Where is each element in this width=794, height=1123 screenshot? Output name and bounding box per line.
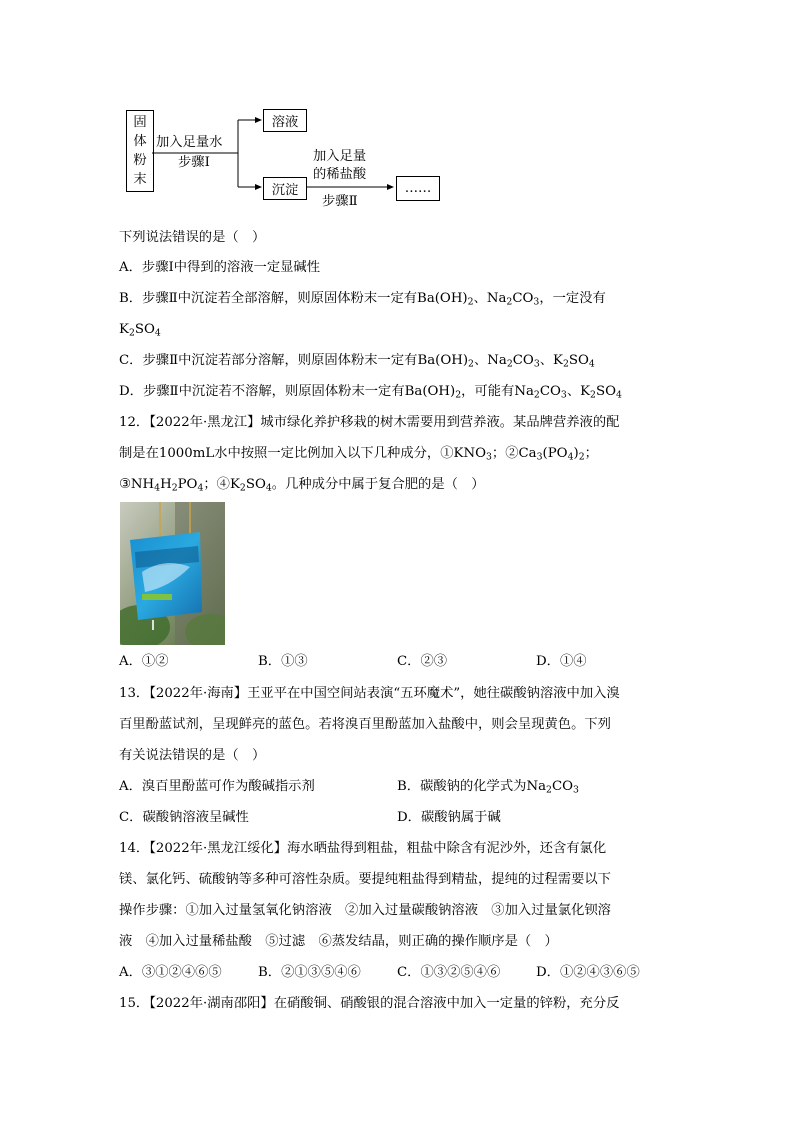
step2-condition-1: 加入足量 xyxy=(313,149,367,164)
q13-line-1: 13．【2022年·海南】王亚平在中国空间站表演“五环魔术”，她往碳酸钠溶液中加入溴 xyxy=(119,686,620,701)
q14-option-c: C．①③②⑤④⑥ xyxy=(397,965,501,980)
solution-box xyxy=(263,109,307,132)
q12-option-c: C．②③ xyxy=(397,654,448,669)
q11-option-a: A．步骤Ⅰ中得到的溶液一定显碱性 xyxy=(119,260,321,275)
q11-option-b: B．步骤Ⅱ中沉淀若全部溶解，则原固体粉末一定有$Ba(OH)_2$、$Na_2CO_3$，一定没有 xyxy=(119,291,606,308)
q14-option-a: A．③①②④⑥⑤ xyxy=(119,965,222,980)
q12-option-a: A．①② xyxy=(119,654,169,669)
q13-option-b: B．碳酸钠的化学式为$Na_2CO_3$ xyxy=(397,779,579,796)
solid-char: 体 xyxy=(133,134,147,149)
q13-option-a: A．溴百里酚蓝可作为酸碱指示剂 xyxy=(119,779,315,794)
q11-option-c: C．步骤Ⅱ中沉淀若部分溶解，则原固体粉末一定有$Ba(OH)_2$、$Na_2CO_3$、$K_2SO_4$ xyxy=(119,353,595,370)
q11-option-b-cont: $K_2SO_4$ xyxy=(119,322,161,339)
q14-line-4: 液 ④加入过量稀盐酸 ⑤过滤 ⑥蒸发结晶，则正确的操作顺序是（ ） xyxy=(119,934,558,949)
q12-line-1: 12．【2022年·黑龙江】城市绿化养护移栽的树木需要用到营养液。某品牌营养液的配 xyxy=(119,415,620,430)
q14-option-d: D．①②④③⑥⑤ xyxy=(536,965,640,980)
q11-option-d: D．步骤Ⅱ中沉淀若不溶解，则原固体粉末一定有$Ba(OH)_2$，可能有$Na_2CO_3$、$K_2SO_4$ xyxy=(119,384,622,401)
q12-line-2: 制是在1000mL水中按照一定比例加入以下几种成分，$①KNO_3$；$②Ca_3(PO_4)_2$； xyxy=(119,446,598,463)
result-label: …… xyxy=(404,181,432,196)
q14-option-b: B．②①③⑤④⑥ xyxy=(258,965,361,980)
q12-option-d: D．①④ xyxy=(536,654,587,669)
q14-line-1: 14．【2022年·黑龙江绥化】海水晒盐得到粗盐，粗盐中除含有泥沙外，还含有氯化 xyxy=(119,841,607,856)
step1-condition: 加入足量水 xyxy=(156,135,223,150)
solution-label: 溶液 xyxy=(271,115,299,130)
solid-char: 固 xyxy=(133,115,147,130)
q15-line-1: 15．【2022年·湖南邵阳】在硝酸铜、硝酸银的混合溶液中加入一定量的锌粉，充分反 xyxy=(119,996,620,1011)
q13-option-d: D．碳酸钠属于碱 xyxy=(397,810,501,825)
nutrient-bag-photo xyxy=(120,502,225,645)
step2-label: 步骤Ⅱ xyxy=(322,194,358,209)
q12-line-3: $③NH_4H_2PO_4$；$④K_2SO_4$。几种成分中属于复合肥的是（ ） xyxy=(119,477,485,494)
step1-label: 步骤Ⅰ xyxy=(178,155,210,170)
solid-char: 末 xyxy=(133,172,147,187)
q13-line-3: 有关说法错误的是（ ） xyxy=(119,748,266,763)
q14-line-2: 镁、氯化钙、硫酸钠等多种可溶性杂质。要提纯粗盐得到精盐，提纯的过程需要以下 xyxy=(119,872,611,887)
q11-stem: 下列说法错误的是（ ） xyxy=(119,230,266,245)
solid-powder-box xyxy=(126,110,154,192)
precipitate-label: 沉淀 xyxy=(271,183,299,198)
result-box xyxy=(396,176,440,201)
q13-option-c: C．碳酸钠溶液呈碱性 xyxy=(119,810,249,825)
q12-option-b: B．①③ xyxy=(258,654,308,669)
step2-condition-2: 的稀盐酸 xyxy=(313,167,367,182)
q14-line-3: 操作步骤：①加入过量氢氧化钠溶液 ②加入过量碳酸钠溶液 ③加入过量氯化钡溶 xyxy=(119,903,611,918)
solid-char: 粉 xyxy=(133,153,147,168)
precipitate-box xyxy=(263,177,307,200)
q13-line-2: 百里酚蓝试剂，呈现鲜亮的蓝色。若将溴百里酚蓝加入盐酸中，则会呈现黄色。下列 xyxy=(119,717,611,732)
